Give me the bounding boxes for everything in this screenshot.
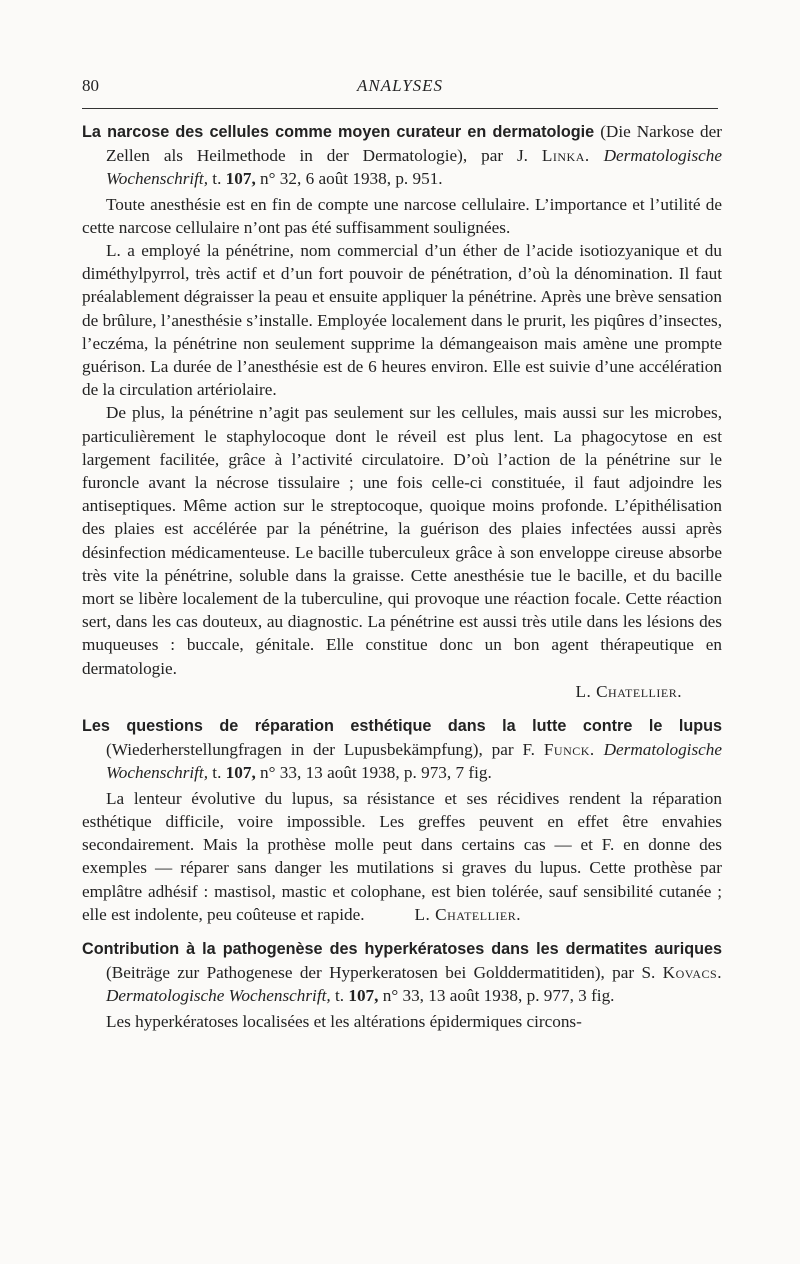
author-name: Funck. [543,740,595,760]
citation-details: n° 32, 6 août 1938, p. 951. [260,169,443,189]
article-title: La narcose des cellules comme moyen curateur en dermatologie [82,123,595,141]
paragraph: L. a employé la pénétrine, nom commercial d’un éther de l’acide isotiozyanique et du diméthylpyrrol, très actif et d’un fort pouvoir de pénétration, d’où la dénomination. Il faut préalablement dégraisser la peau et ensuite appliquer la pénétrine. Après une brève sensation de brûlure, l’anesthésie s’installe. Employée localement dans le prurit, les piqûres d’insectes, l’eczéma, la pénétrine non seulement supprime la démangeaison mais amène une prompte guérison. La durée de l’anesthésie est de 6 heures environ. Elle est suivie d’une accélération de la circulation artériolaire. [82,241,722,400]
author-name: Linka. [541,146,590,166]
article-heading [82,937,722,1008]
paragraph: De plus, la pénétrine n’agit pas seulement sur les cellules, mais aussi sur les microbes, particulièrement le staphylocoque dont le réveil est plus lent. La phagocytose en est largement facilitée, grâce à l’activité circulatoire. D’où l’action de la pénétrine sur le furoncle avant la nécrose tissulaire ; une fois celle-ci constituée, il faut adjoindre les antiseptiques. Même action sur le streptocoque, quoique moins profonde. L’épithélisation des plaies est accélérée par la pénétrine, la guérison des plaies infectées aussi après désinfection médicamenteuse. Le bacille tuberculeux grâce à son enveloppe cireuse absorbe très vite la pénétrine, soluble dans la graisse. Cette anesthésie tue le bacille, et du bacille mort se libère localement de la tuberculine, qui provoque une réaction focale. Cette réaction sert, dans les cas douteux, au diagnostic. La pénétrine est aussi très utile dans les lésions des muqueuses : buccale, génitale. Elle constitue donc un bon agent thérapeutique en dermatologie. [82,403,722,678]
header-rule [82,108,718,109]
article-heading [82,714,722,785]
journal-name: Dermatologische Wochenschrift, [106,986,331,1006]
volume-prefix: t. [334,986,345,1006]
page-header [82,76,718,100]
german-title: (Wiederherstellungfragen in der Lupusbekämpfung), par F. [106,740,535,760]
article-title: Les questions de réparation esthétique dans la lutte contre le lupus [82,717,722,736]
signature: L. Chatellier. [575,681,682,701]
article-heading [82,120,722,191]
german-title: (Die Narkose der Zellen als Heilmethode in der Dermatologie), par J. [106,122,722,166]
paragraph: Les hyperkératoses localisées et les altérations épidermiques circons- [106,1011,582,1031]
paragraph [82,787,722,926]
paragraph-text: La lenteur évolutive du lupus, sa résistance et ses récidives rendent la réparation esthétique difficile, voire impossible. Les greffes peuvent en effet être envahies secondairement. Mais la prothèse molle peut dans certains cas — et F. en donne des exemples — réparer sans danger les mutilations si graves du lupus. Cette prothèse par emplâtre adhésif : mastisol, mastic et colophane, est bien tolérée, sauf sensibilité cutanée ; elle est indolente, peu coûteuse et rapide. [82,788,722,924]
author-name: Kovacs. [662,963,723,983]
page-number: 80 [82,76,99,95]
volume-prefix: t. [212,763,222,783]
volume-prefix: t. [212,169,222,189]
running-title: ANALYSES [356,76,444,95]
paragraph: Toute anesthésie est en fin de compte une narcose cellulaire. L’importance et l’utilité de cette narcose cellulaire n’ont pas été suffisamment soulignées. [82,194,722,237]
volume-number: 107, [225,763,256,783]
article-body [82,120,722,1033]
signature: L. Chatellier. [414,904,522,924]
citation-details: n° 33, 13 août 1938, p. 977, 3 fig. [382,986,615,1006]
citation-details: n° 33, 13 août 1938, p. 973, 7 fig. [260,763,492,783]
volume-number: 107, [225,169,256,189]
journal-name: Dermatologische Wochenschrift, [106,146,722,189]
volume-number: 107, [348,986,379,1006]
journal-name: Dermatologische Wochenschrift, [106,740,722,783]
german-title: (Beiträge zur Pathogenese der Hyperkeratosen bei Golddermatitiden), par S. [106,963,656,983]
article-title: Contribution à la pathogenèse des hyperkératoses dans les dermatites auriques [82,939,722,958]
